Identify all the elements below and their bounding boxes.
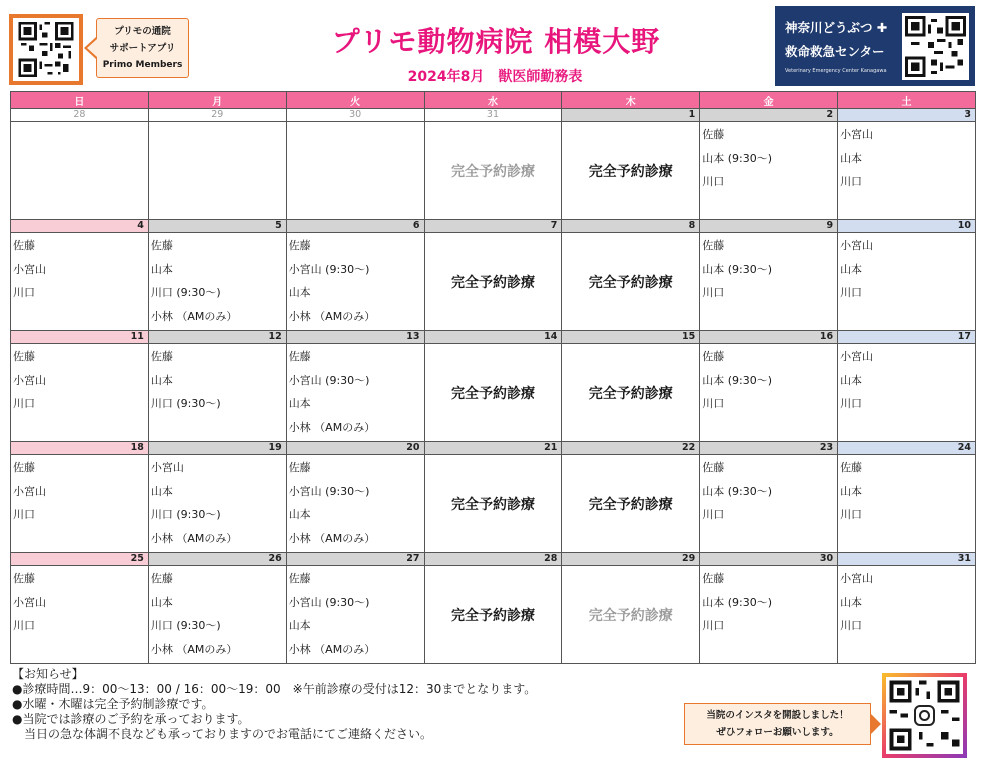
instagram-qr-code[interactable] xyxy=(882,673,967,758)
staff-name: 佐藤 xyxy=(702,461,725,474)
date-cell: 14 xyxy=(424,331,562,344)
reservation-only-cell: 完全予約診療 xyxy=(562,344,700,442)
callout-line-1: プリモの通院 xyxy=(114,26,171,37)
staff-name: 小宮山 (9:30～) xyxy=(288,484,370,498)
weekday-fri: 金 xyxy=(700,92,838,109)
staff-name: 小林 （AMのみ） xyxy=(288,642,376,656)
staff-cell xyxy=(148,233,286,331)
staff-cell xyxy=(700,122,838,220)
qr-code-icon xyxy=(17,22,75,77)
notice-reservation: ●当院では診療のご予約を承っております。 xyxy=(12,712,250,726)
date-cell: 13 xyxy=(286,331,424,344)
staff-cell xyxy=(11,233,149,331)
staff-name: 川口 xyxy=(702,508,725,521)
staff-name: 小宮山 xyxy=(13,262,46,276)
date-cell: 23 xyxy=(700,442,838,455)
staff-cell xyxy=(838,344,976,442)
staff-cell xyxy=(148,122,286,220)
staff-name: 佐藤 xyxy=(13,239,35,252)
date-cell: 28 xyxy=(424,553,562,566)
staff-name: 山本 (9:30～) xyxy=(702,595,772,609)
staff-name: 小林 （AMのみ） xyxy=(288,531,376,545)
staff-cell xyxy=(148,344,286,442)
staff-cell xyxy=(11,566,149,664)
staff-name: 佐藤 xyxy=(150,572,173,585)
schedule-row xyxy=(11,566,976,664)
date-cell: 19 xyxy=(148,442,286,455)
staff-name: 小林 （AMのみ） xyxy=(150,309,238,323)
date-cell: 18 xyxy=(11,442,149,455)
staff-name: 佐藤 xyxy=(13,461,35,474)
instagram-callout-line-1: 当院のインスタを開設しました！ xyxy=(706,710,849,721)
staff-cell xyxy=(11,344,149,442)
staff-name: 小宮山 (9:30～) xyxy=(288,595,370,609)
staff-cell xyxy=(838,233,976,331)
staff-name: 川口 (9:30～) xyxy=(150,508,221,521)
staff-name: 佐藤 xyxy=(150,350,173,363)
staff-name: 川口 xyxy=(702,175,725,188)
staff-name: 小宮山 xyxy=(150,461,184,474)
staff-name: 小宮山 (9:30～) xyxy=(288,373,370,387)
staff-cell xyxy=(838,455,976,553)
page-subtitle: 2024年8月 獣医師勤務表 xyxy=(407,69,583,85)
staff-name: 山本 (9:30～) xyxy=(702,151,772,165)
schedule-calendar xyxy=(10,91,976,664)
staff-name: 山本 xyxy=(840,484,863,498)
staff-name: 川口 xyxy=(840,286,863,299)
staff-name: 川口 xyxy=(840,175,863,188)
staff-name: 山本 xyxy=(150,262,173,276)
staff-name: 川口 xyxy=(13,286,35,299)
date-row xyxy=(11,109,976,122)
date-cell: 25 xyxy=(11,553,149,566)
date-cell: 28 xyxy=(11,109,149,122)
staff-name: 山本 xyxy=(840,262,863,276)
date-cell: 26 xyxy=(148,553,286,566)
reservation-only-cell: 完全予約診療 xyxy=(562,233,700,331)
reservation-only-cell: 完全予約診療 xyxy=(424,233,562,331)
notice-phone: 当日の急な体調不良なども承っておりますのでお電話にてご連絡ください。 xyxy=(12,727,433,741)
notice-hours: ●診療時間…9：00～13：00 / 16：00～19：00 ※午前診療の受付は12：30までとなります。 xyxy=(12,682,537,696)
staff-name: 小林 （AMのみ） xyxy=(288,420,376,434)
date-row xyxy=(11,331,976,344)
weekday-sat: 土 xyxy=(838,92,976,109)
schedule-row xyxy=(11,233,976,331)
reservation-only-cell: 完全予約診療 xyxy=(562,566,700,664)
reservation-only-cell: 完全予約診療 xyxy=(424,566,562,664)
staff-name: 小林 （AMのみ） xyxy=(150,531,238,545)
app-qr-code[interactable] xyxy=(9,14,83,85)
staff-cell xyxy=(700,233,838,331)
staff-name: 山本 xyxy=(840,595,863,609)
center-name-english: Veterinary Emergency Center Kanagawa xyxy=(785,68,887,74)
schedule-row xyxy=(11,455,976,553)
reservation-only-cell: 完全予約診療 xyxy=(562,455,700,553)
date-cell: 24 xyxy=(838,442,976,455)
schedule-row xyxy=(11,122,976,220)
staff-name: 佐藤 xyxy=(288,239,311,252)
staff-name: 小林 （AMのみ） xyxy=(288,309,376,323)
date-cell: 15 xyxy=(562,331,700,344)
staff-cell xyxy=(700,566,838,664)
staff-name: 佐藤 xyxy=(702,239,725,252)
date-cell: 31 xyxy=(424,109,562,122)
date-cell: 2 xyxy=(700,109,838,122)
staff-name: 山本 xyxy=(150,373,173,387)
date-cell: 22 xyxy=(562,442,700,455)
staff-cell xyxy=(286,566,424,664)
staff-cell xyxy=(700,455,838,553)
staff-name: 山本 xyxy=(840,151,863,165)
staff-name: 佐藤 xyxy=(288,572,311,585)
staff-name: 山本 (9:30～) xyxy=(702,262,772,276)
staff-name: 山本 xyxy=(150,595,173,609)
staff-cell xyxy=(286,122,424,220)
weekday-sun: 日 xyxy=(11,92,149,109)
staff-name: 佐藤 xyxy=(13,350,35,363)
weekday-thu: 木 xyxy=(562,92,700,109)
date-cell: 3 xyxy=(838,109,976,122)
date-cell: 1 xyxy=(562,109,700,122)
weekday-mon: 月 xyxy=(148,92,286,109)
staff-name: 佐藤 xyxy=(702,350,725,363)
staff-name: 山本 xyxy=(288,508,311,521)
staff-cell xyxy=(11,122,149,220)
staff-cell xyxy=(148,455,286,553)
staff-cell xyxy=(286,455,424,553)
date-cell: 21 xyxy=(424,442,562,455)
staff-name: 川口 (9:30～) xyxy=(150,619,221,632)
date-cell: 20 xyxy=(286,442,424,455)
staff-cell xyxy=(148,566,286,664)
staff-name: 佐藤 xyxy=(288,461,311,474)
date-row xyxy=(11,220,976,233)
staff-name: 山本 xyxy=(288,286,311,299)
staff-name: 小林 （AMのみ） xyxy=(150,642,238,656)
center-qr-code-icon xyxy=(902,13,969,80)
staff-name: 小宮山 xyxy=(13,484,46,498)
staff-name: 川口 xyxy=(702,397,725,410)
staff-name: 川口 (9:30～) xyxy=(150,397,221,410)
date-cell: 17 xyxy=(838,331,976,344)
date-cell: 4 xyxy=(11,220,149,233)
center-name-line-2: 救命救急センター xyxy=(785,44,885,59)
instagram-callout-line-2: ぜひフォローお願いします。 xyxy=(716,727,839,738)
date-cell: 9 xyxy=(700,220,838,233)
staff-name: 川口 xyxy=(840,619,863,632)
staff-name: 小宮山 (9:30～) xyxy=(288,262,370,276)
staff-name: 川口 xyxy=(13,397,35,410)
weekday-wed: 水 xyxy=(424,92,562,109)
date-cell: 10 xyxy=(838,220,976,233)
instagram-callout xyxy=(684,703,871,745)
center-name-line-1: 神奈川どうぶつ ✚ xyxy=(785,20,888,35)
date-cell: 7 xyxy=(424,220,562,233)
date-cell: 12 xyxy=(148,331,286,344)
date-cell: 29 xyxy=(562,553,700,566)
reservation-only-cell: 完全予約診療 xyxy=(424,455,562,553)
notice-reservation-days: ●水曜・木曜は完全予約制診療です。 xyxy=(12,697,214,711)
date-cell: 16 xyxy=(700,331,838,344)
reservation-only-cell: 完全予約診療 xyxy=(562,122,700,220)
staff-name: 佐藤 xyxy=(840,461,863,474)
staff-name: 川口 (9:30～) xyxy=(150,286,221,299)
staff-cell xyxy=(838,566,976,664)
staff-name: 小宮山 xyxy=(840,239,874,252)
staff-name: 川口 xyxy=(840,397,863,410)
staff-name: 小宮山 xyxy=(840,350,874,363)
staff-cell xyxy=(286,344,424,442)
staff-name: 佐藤 xyxy=(13,572,35,585)
staff-name: 山本 xyxy=(288,397,311,410)
staff-name: 川口 xyxy=(13,508,35,521)
date-row xyxy=(11,442,976,455)
staff-cell xyxy=(700,344,838,442)
date-cell: 27 xyxy=(286,553,424,566)
notice-heading: 【お知らせ】 xyxy=(12,667,84,681)
staff-name: 山本 (9:30～) xyxy=(702,373,772,387)
date-row xyxy=(11,553,976,566)
weekday-header-row xyxy=(11,92,976,109)
staff-name: 小宮山 xyxy=(13,595,46,609)
staff-name: 小宮山 xyxy=(13,373,46,387)
staff-name: 山本 (9:30～) xyxy=(702,484,772,498)
callout-line-3: Primo Members xyxy=(102,60,183,70)
staff-name: 川口 xyxy=(702,619,725,632)
staff-name: 山本 xyxy=(840,373,863,387)
date-cell: 30 xyxy=(286,109,424,122)
date-cell: 5 xyxy=(148,220,286,233)
page-title: プリモ動物病院 相模大野 xyxy=(331,25,661,58)
reservation-only-cell: 完全予約診療 xyxy=(424,122,562,220)
date-cell: 29 xyxy=(148,109,286,122)
notice-section xyxy=(12,667,536,742)
staff-name: 佐藤 xyxy=(288,350,311,363)
schedule-row xyxy=(11,344,976,442)
app-callout xyxy=(96,18,189,78)
emergency-center-banner[interactable] xyxy=(775,6,975,86)
staff-name: 山本 xyxy=(288,619,311,632)
reservation-only-cell: 完全予約診療 xyxy=(424,344,562,442)
date-cell: 6 xyxy=(286,220,424,233)
callout-line-2: サポートアプリ xyxy=(109,43,176,54)
staff-name: 川口 xyxy=(702,286,725,299)
staff-cell xyxy=(11,455,149,553)
staff-cell xyxy=(838,122,976,220)
weekday-tue: 火 xyxy=(286,92,424,109)
staff-name: 川口 xyxy=(13,619,35,632)
staff-name: 山本 xyxy=(150,484,173,498)
instagram-icon xyxy=(914,705,935,726)
staff-name: 佐藤 xyxy=(702,128,725,141)
staff-cell xyxy=(286,233,424,331)
date-cell: 31 xyxy=(838,553,976,566)
staff-name: 川口 xyxy=(840,508,863,521)
staff-name: 小宮山 xyxy=(840,128,874,141)
staff-name: 小宮山 xyxy=(840,572,874,585)
date-cell: 11 xyxy=(11,331,149,344)
instagram-qr-inner xyxy=(886,677,963,754)
staff-name: 佐藤 xyxy=(702,572,725,585)
staff-name: 佐藤 xyxy=(150,239,173,252)
date-cell: 30 xyxy=(700,553,838,566)
date-cell: 8 xyxy=(562,220,700,233)
